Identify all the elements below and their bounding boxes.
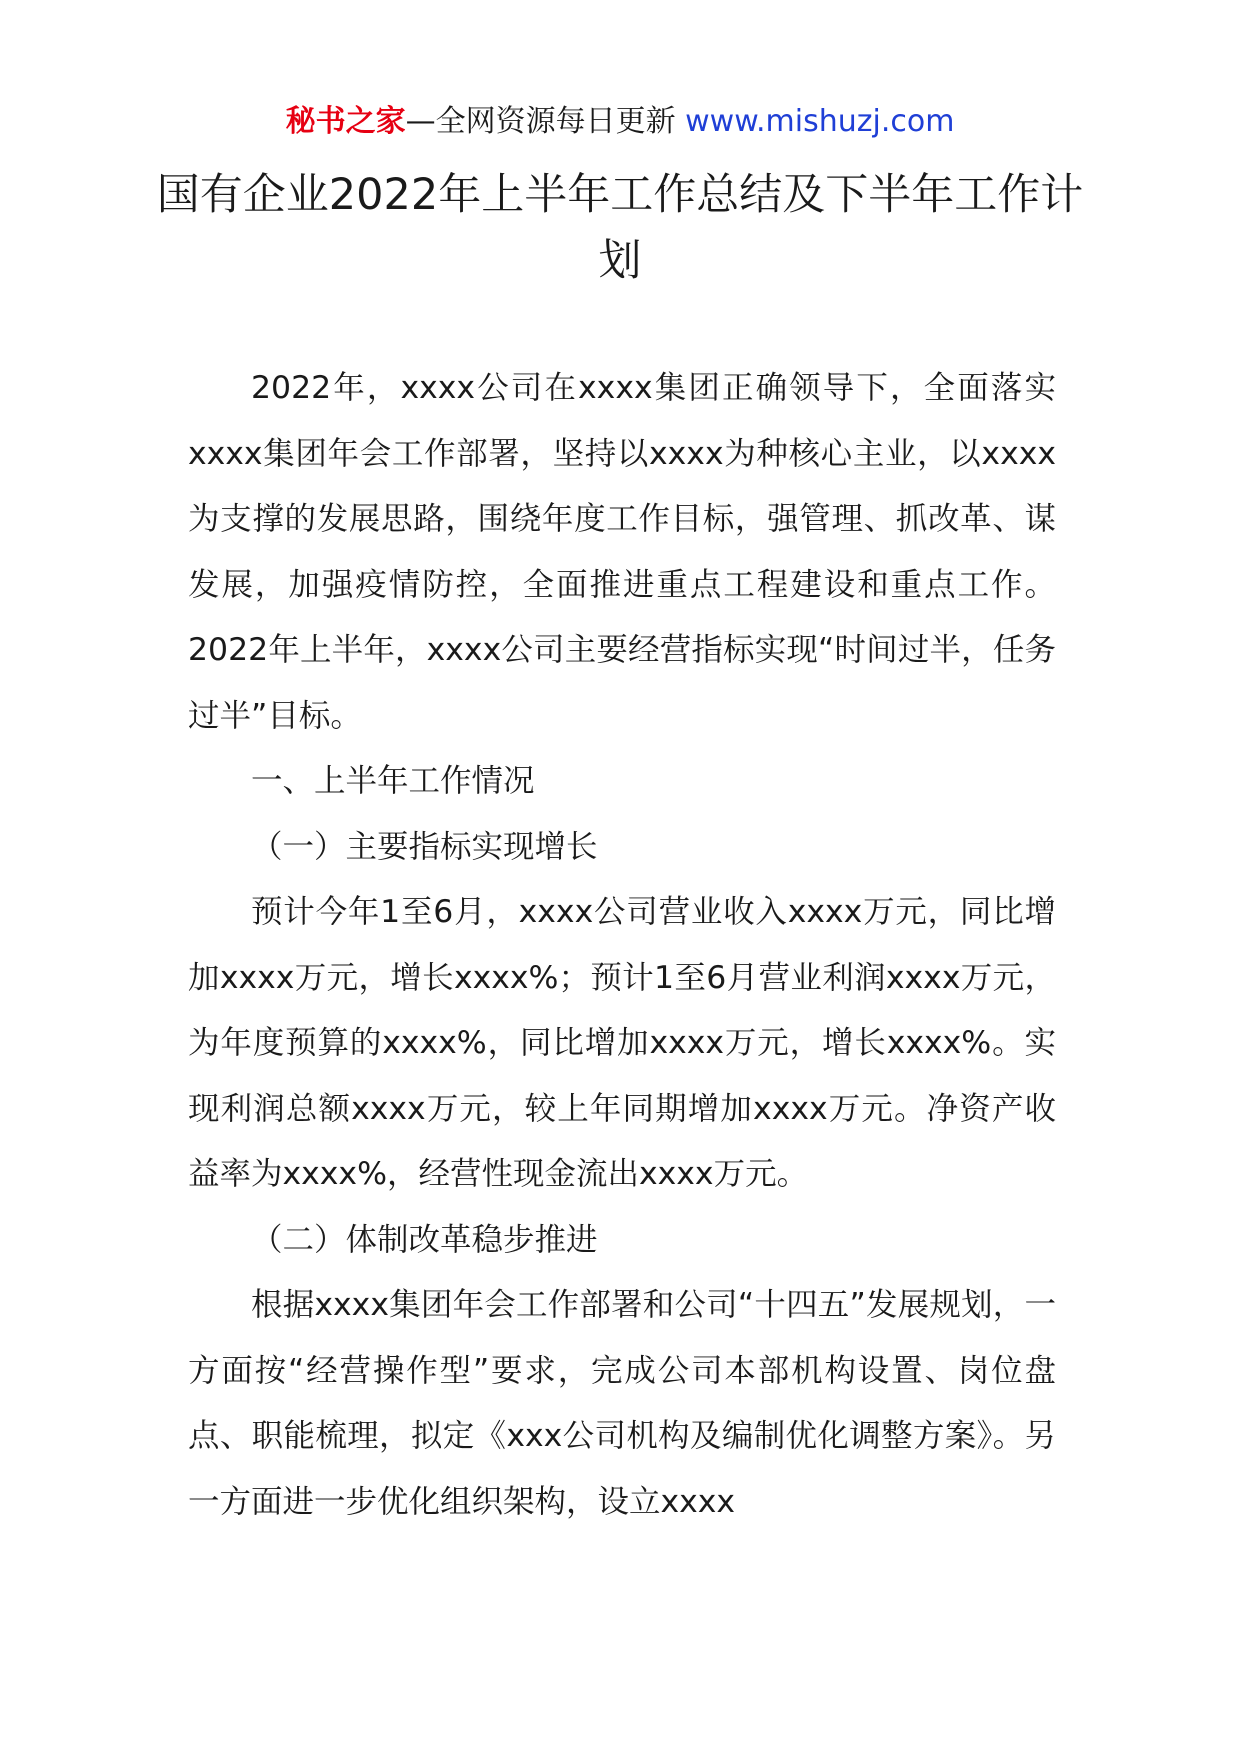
brand-name: 秘书之家: [285, 104, 406, 139]
document-body: [188, 356, 1056, 1535]
section-heading: 一、上半年工作情况: [251, 763, 535, 799]
subsection-heading: （二）体制改革稳步推进: [251, 1221, 598, 1258]
body-paragraph: 根据xxxx集团年会工作部署和公司“十四五”发展规划，一方面按“经营操作型”要求，完成公司本部机构设置、岗位盘点、职能梳理，拟定《xxx公司机构及编制优化调整方案》。另一方面进一步优化组织架构，设立xxxx: [188, 1287, 1056, 1520]
intro-paragraph: 2022年，xxxx公司在xxxx集团正确领导下，全面落实xxxx集团年会工作部署，坚持以xxxx为种核心主业，以xxxx为支撑的发展思路，围绕年度工作目标，强管理、抓改革、谋发展，加强疫情防控，全面推进重点工程建设和重点工作。2022年上半年，xxxx公司主要经营指标实现“时间过半，任务过半”目标。: [188, 370, 1056, 734]
site-link[interactable]: www.mishuzj.com: [685, 104, 955, 139]
subsection-heading: （一）主要指标实现增长: [251, 828, 598, 865]
site-header: [0, 100, 1240, 144]
header-tagline: —全网资源每日更新: [405, 104, 676, 139]
body-paragraph: 预计今年1至6月，xxxx公司营业收入xxxx万元，同比增加xxxx万元，增长xxxx%；预计1至6月营业利润xxxx万元，为年度预算的xxxx%，同比增加xxxx万元，增长xxxx%。实现利润总额xxxx万元，较上年同期增加xxxx万元。净资产收益率为xxxx%，经营性现金流出xxxx万元。: [188, 894, 1056, 1192]
document-title: 国有企业2022年上半年工作总结及下半年工作计划: [156, 170, 1084, 286]
